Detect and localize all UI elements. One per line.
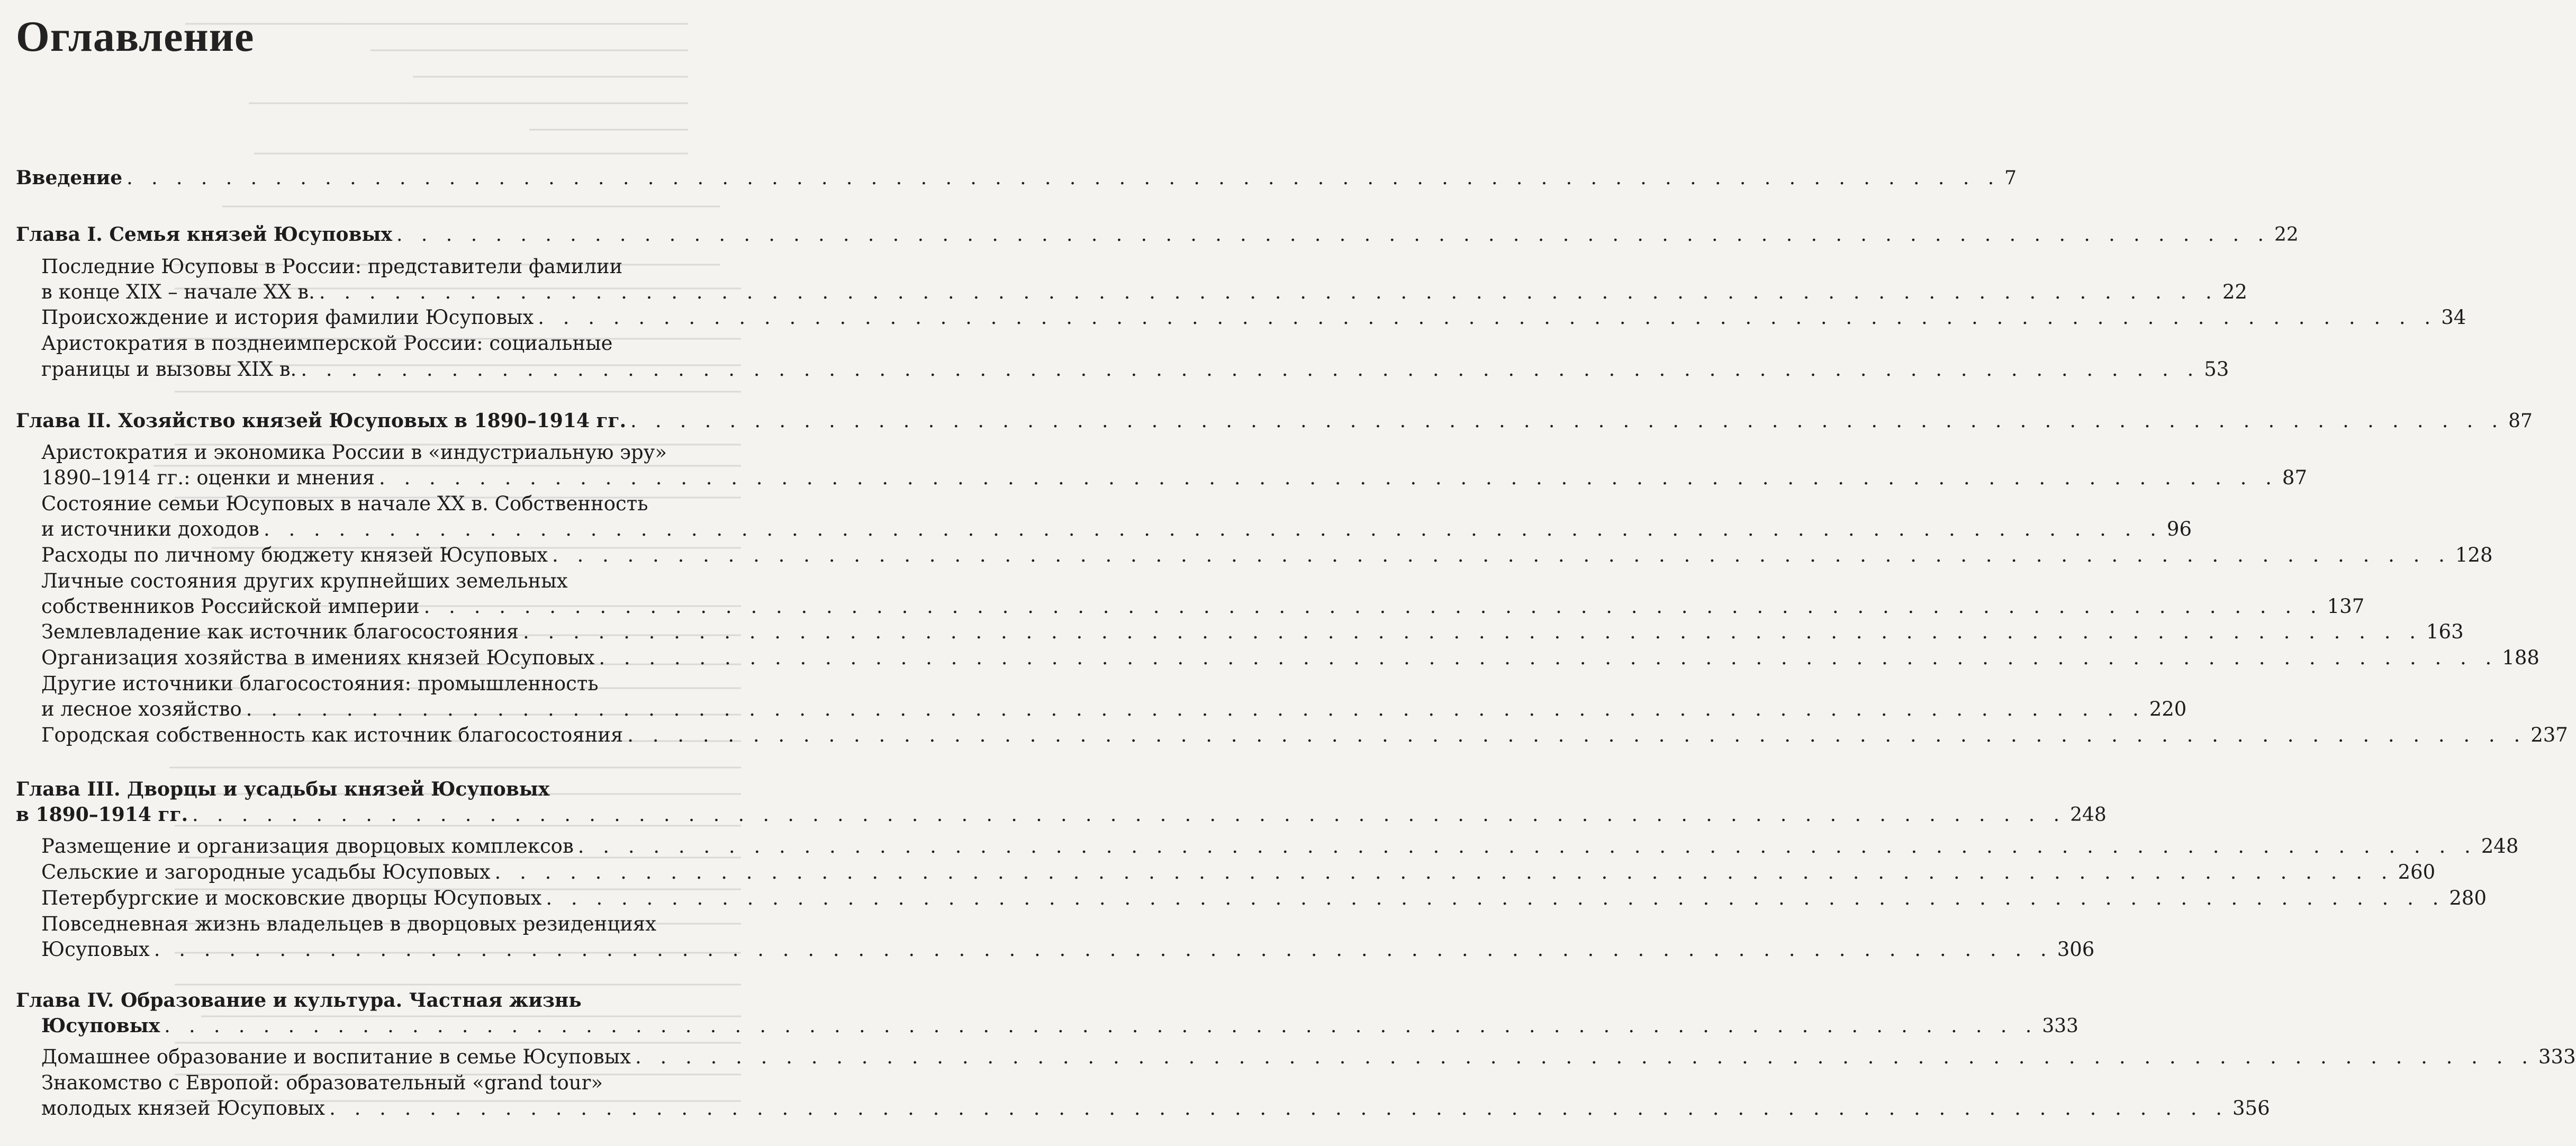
page-number: 137 — [2327, 595, 2365, 618]
page-number: 356 — [2232, 1097, 2270, 1120]
toc-entry[interactable] — [41, 724, 2568, 747]
entry-title: Введение — [16, 167, 123, 189]
page-number: 248 — [2070, 804, 2107, 826]
dot-leader: . . . . . . . . . . . . . . . . . . . . . . . . . . . . . . . . . . . . . . . . . . . . . . . . . . . . . . . . . . . . . . . . . . . . . . . . . . . . — [546, 887, 2445, 909]
toc-entry[interactable] — [41, 358, 2229, 381]
toc-entry-chapter-1[interactable] — [16, 223, 2299, 247]
toc-entry[interactable] — [41, 306, 2466, 329]
entry-title: Повседневная жизнь владельцев в дворцовых резиденциях — [41, 913, 656, 935]
entry-title: Другие источники благосостояния: промышленность — [41, 672, 599, 695]
toc-entry-line[interactable] — [41, 913, 656, 936]
toc-entry-line[interactable] — [41, 672, 598, 696]
entry-title: молодых князей Юсуповых — [41, 1097, 326, 1120]
entry-title: в конце XIX – начале XX в. — [41, 281, 315, 303]
entry-title: Глава III. Дворцы и усадьбы князей Юсуповых — [16, 778, 550, 800]
toc-entry-chapter-2[interactable] — [16, 409, 2533, 433]
entry-title: в 1890–1914 гг. — [16, 804, 188, 826]
dot-leader: . . . . . . . . . . . . . . . . . . . . . . . . . . . . . . . . . . . . . . . . . . . . . . . . . . . . . . . . . . . . . . . . . . . . . . . . . . . . — [538, 306, 2437, 329]
entry-title: Аристократия в позднеимперской России: социальные — [41, 332, 613, 355]
toc-entry-chapter-4-cont[interactable] — [41, 1014, 2078, 1038]
page-number: 87 — [2282, 466, 2307, 489]
dot-leader: . . . . . . . . . . . . . . . . . . . . . . . . . . . . . . . . . . . . . . . . . . . . . . . . . . . . . . . . . . . . . . . . . . . . . . . . . . . . — [192, 804, 2066, 826]
page-number: 96 — [2166, 518, 2192, 540]
dot-leader: . . . . . . . . . . . . . . . . . . . . . . . . . . . . . . . . . . . . . . . . . . . . . . . . . . . . . . . . . . . . . . . . . . . . . . . . . . . . — [627, 724, 2527, 746]
toc-entry[interactable] — [41, 1045, 2576, 1069]
entry-title: собственников Российской империи — [41, 595, 420, 618]
toc-entry[interactable] — [41, 544, 2493, 567]
entry-title: Юсуповых — [41, 1015, 160, 1037]
entry-title: 1890–1914 гг.: оценки и мнения — [41, 466, 375, 489]
entry-title: Расходы по личному бюджету князей Юсуповых — [41, 544, 548, 566]
dot-leader: . . . . . . . . . . . . . . . . . . . . . . . . . . . . . . . . . . . . . . . . . . . . . . . . . . . . . . . . . . . . . . . . . . . . . . . . . . . . — [552, 544, 2451, 566]
page-number: 333 — [2538, 1045, 2576, 1068]
page-number: 237 — [2530, 724, 2568, 746]
dot-leader: . . . . . . . . . . . . . . . . . . . . . . . . . . . . . . . . . . . . . . . . . . . . . . . . . . . . . . . . . . . . . . . . . . . . . . . . . . . . — [599, 646, 2498, 669]
toc-entry[interactable] — [41, 938, 2095, 961]
entry-title: Организация хозяйства в имениях князей Юсуповых — [41, 646, 595, 669]
toc-entry[interactable] — [41, 646, 2539, 670]
entry-title: Глава IV. Образование и культура. Частная жизнь — [16, 989, 582, 1012]
toc-entry[interactable] — [41, 1097, 2270, 1120]
page-number: 280 — [2449, 887, 2487, 909]
entry-title: Состояние семьи Юсуповых в начале XX в. Собственность — [41, 492, 648, 515]
dot-leader: . . . . . . . . . . . . . . . . . . . . . . . . . . . . . . . . . . . . . . . . . . . . . . . . . . . . . . . . . . . . . . . . . . . . . . . . . . . . — [263, 518, 2163, 540]
entry-title: границы и вызовы XIX в. — [41, 358, 297, 381]
page-number: 306 — [2057, 938, 2095, 961]
page-number: 163 — [2426, 620, 2464, 643]
toc-entry[interactable] — [41, 518, 2192, 541]
entry-title: Глава II. Хозяйство князей Юсуповых в 1890–1914 гг. — [16, 410, 627, 432]
entry-title: Последние Юсуповы в России: представители фамилии — [41, 255, 623, 278]
page-title: Оглавление — [16, 12, 255, 60]
dot-leader: . . . . . . . . . . . . . . . . . . . . . . . . . . . . . . . . . . . . . . . . . . . . . . . . . . . . . . . . . . . . . . . . . . . . . . . . . . . . — [319, 281, 2218, 303]
dot-leader: . . . . . . . . . . . . . . . . . . . . . . . . . . . . . . . . . . . . . . . . . . . . . . . . . . . . . . . . . . . . . . . . . . . . . . . . . . . . — [396, 224, 2270, 246]
dot-leader: . . . . . . . . . . . . . . . . . . . . . . . . . . . . . . . . . . . . . . . . . . . . . . . . . . . . . . . . . . . . . . . . . . . . . . . . . . . . — [164, 1015, 2038, 1037]
dot-leader: . . . . . . . . . . . . . . . . . . . . . . . . . . . . . . . . . . . . . . . . . . . . . . . . . . . . . . . . . . . . . . . . . . . . . . . . . . . . — [523, 620, 2422, 643]
page-number: 248 — [2481, 835, 2519, 858]
toc-entry-chapter-3-cont[interactable] — [16, 803, 2107, 827]
dot-leader: . . . . . . . . . . . . . . . . . . . . . . . . . . . . . . . . . . . . . . . . . . . . . . . . . . . . . . . . . . . . . . . . . . . . . . . . . . . . — [329, 1097, 2229, 1120]
page-number: 260 — [2398, 861, 2436, 883]
toc-entry-line[interactable] — [41, 255, 622, 278]
entry-title: Сельские и загородные усадьбы Юсуповых — [41, 861, 491, 883]
toc-entry-chapter-3[interactable] — [16, 778, 549, 801]
entry-title: Личные состояния других крупнейших земельных — [41, 570, 568, 592]
toc-entry-line[interactable] — [41, 441, 667, 464]
dot-leader: . . . . . . . . . . . . . . . . . . . . . . . . . . . . . . . . . . . . . . . . . . . . . . . . . . . . . . . . . . . . . . . . . . . . . . . . . . . . — [126, 167, 2001, 189]
entry-title: Юсуповых — [41, 938, 150, 961]
page-number: 188 — [2502, 646, 2539, 669]
entry-title: Происхождение и история фамилии Юсуповых — [41, 306, 534, 329]
dot-leader: . . . . . . . . . . . . . . . . . . . . . . . . . . . . . . . . . . . . . . . . . . . . . . . . . . . . . . . . . . . . . . . . . . . . . . . . . . . . — [577, 835, 2477, 858]
entry-title: Домашнее образование и воспитание в семье Юсуповых — [41, 1045, 631, 1068]
toc-entry[interactable] — [41, 466, 2307, 490]
entry-title: Размещение и организация дворцовых комплексов — [41, 835, 574, 858]
dot-leader: . . . . . . . . . . . . . . . . . . . . . . . . . . . . . . . . . . . . . . . . . . . . . . . . . . . . . . . . . . . . . . . . . . . . . . . . . . . . — [246, 698, 2145, 720]
entry-title: Аристократия и экономика России в «индустриальную эру» — [41, 441, 667, 464]
page-number: 220 — [2149, 698, 2187, 720]
entry-title: и источники доходов — [41, 518, 259, 540]
entry-title: и лесное хозяйство — [41, 698, 242, 720]
toc-entry-introduction[interactable] — [16, 166, 2017, 190]
page-number: 34 — [2441, 306, 2466, 329]
dot-leader: . . . . . . . . . . . . . . . . . . . . . . . . . . . . . . . . . . . . . . . . . . . . . . . . . . . . . . . . . . . . . . . . . . . . . . . . . . . . — [635, 1045, 2534, 1068]
entry-title: Петербургские и московские дворцы Юсуповых — [41, 887, 542, 909]
toc-entry[interactable] — [41, 887, 2487, 910]
page-number: 7 — [2004, 167, 2017, 189]
toc-entry[interactable] — [41, 835, 2519, 858]
page-number: 128 — [2455, 544, 2493, 566]
toc-entry-line[interactable] — [41, 1071, 603, 1095]
entry-title: Городская собственность как источник благосостояния — [41, 724, 623, 746]
page-number: 333 — [2042, 1015, 2078, 1037]
toc-entry-line[interactable] — [41, 492, 648, 516]
page-number: 87 — [2508, 410, 2533, 432]
entry-title: Землевладение как источник благосостояния — [41, 620, 519, 643]
dot-leader: . . . . . . . . . . . . . . . . . . . . . . . . . . . . . . . . . . . . . . . . . . . . . . . . . . . . . . . . . . . . . . . . . . . . . . . . . . . . — [301, 358, 2200, 381]
toc-entry[interactable] — [41, 595, 2365, 618]
entry-title: Знакомство с Европой: образовательный «grand tour» — [41, 1071, 603, 1094]
page-number: 22 — [2274, 224, 2299, 246]
dot-leader: . . . . . . . . . . . . . . . . . . . . . . . . . . . . . . . . . . . . . . . . . . . . . . . . . . . . . . . . . . . . . . . . . . . . . . . . . . . . — [378, 466, 2278, 489]
dot-leader: . . . . . . . . . . . . . . . . . . . . . . . . . . . . . . . . . . . . . . . . . . . . . . . . . . . . . . . . . . . . . . . . . . . . . . . . . . . . — [494, 861, 2394, 883]
toc-entry[interactable] — [41, 281, 2247, 304]
toc-entry[interactable] — [41, 861, 2436, 884]
page-number: 22 — [2222, 281, 2247, 303]
toc-entry-line[interactable] — [41, 570, 567, 593]
page-number: 53 — [2204, 358, 2229, 381]
toc-entry-line[interactable] — [41, 332, 613, 355]
entry-title: Глава I. Семья князей Юсуповых — [16, 223, 393, 246]
dot-leader: . . . . . . . . . . . . . . . . . . . . . . . . . . . . . . . . . . . . . . . . . . . . . . . . . . . . . . . . . . . . . . . . . . . . . . . . . . . . — [423, 595, 2323, 618]
toc-entry[interactable] — [41, 698, 2187, 721]
dot-leader: . . . . . . . . . . . . . . . . . . . . . . . . . . . . . . . . . . . . . . . . . . . . . . . . . . . . . . . . . . . . . . . . . . . . . . . . . . . . — [153, 938, 2053, 961]
toc-entry[interactable] — [41, 620, 2464, 644]
toc-entry-chapter-4[interactable] — [16, 989, 582, 1012]
dot-leader: . . . . . . . . . . . . . . . . . . . . . . . . . . . . . . . . . . . . . . . . . . . . . . . . . . . . . . . . . . . . . . . . . . . . . . . . . . . . — [630, 410, 2505, 432]
